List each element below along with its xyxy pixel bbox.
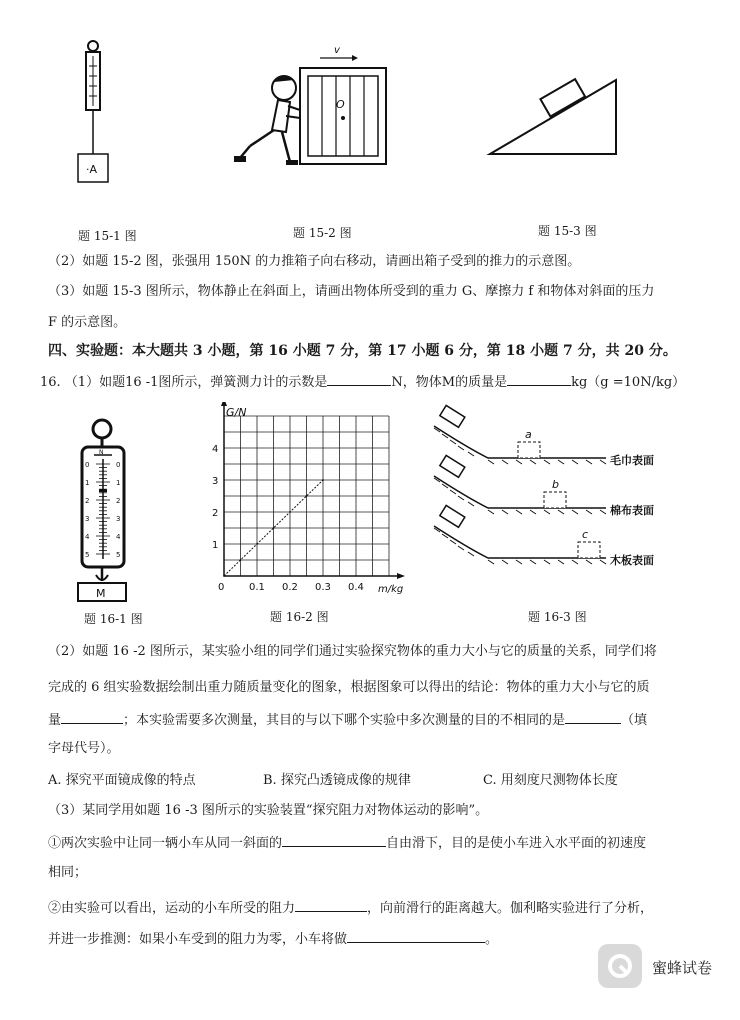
scale-right-1: 1 [116, 479, 121, 487]
x-tick-label: 0.3 [315, 582, 331, 593]
q16-part2-line3-a: 量 [48, 713, 62, 728]
q16-part2-line2: 完成的 6 组实验数据绘制出重力随质量变化的图象，根据图象可以得出的结论：物体的重力大小与它的质 [48, 680, 650, 695]
data-point [306, 495, 308, 497]
q16-part1 [40, 373, 685, 392]
section-4-heading: 四、实验题：本大题共 3 小题，第 16 小题 7 分，第 17 小题 6 分，第 18 小题 7 分，共 20 分。 [48, 343, 677, 359]
q16-c2-line2-a: 并进一步推测：如果小车受到的阻力为零，小车将做 [48, 932, 348, 947]
q16-part2-line3-b: ；本实验需要多次测量，其目的与以下哪个实验中多次测量的目的不相同的是 [123, 713, 566, 728]
q16-part1-c: kg（g =10N/kg） [571, 375, 686, 390]
x-tick-label: 0.2 [282, 582, 298, 593]
y-tick-label: 3 [212, 476, 219, 487]
q16-part2-line3 [48, 711, 647, 730]
q15-part3-line2: F 的示意图。 [48, 315, 127, 330]
scale-left-1: 1 [85, 479, 90, 487]
figure-16-3 [428, 404, 678, 584]
caption-15-1: 题 15-1 图 [78, 229, 137, 243]
caption-15-2: 题 15-2 图 [293, 226, 352, 240]
q16-part1-b: N，物体M的质量是 [391, 375, 508, 390]
velocity-label: v [334, 45, 340, 56]
answer-blank-position[interactable] [282, 834, 386, 847]
figure-15-3 [484, 68, 624, 160]
answer-blank-resistance[interactable] [295, 899, 367, 912]
answer-blank-option[interactable] [565, 711, 621, 724]
surface-cotton: 棉布表面 [610, 504, 654, 517]
q16-part1-a: 16. （1）如题16 -1图所示，弹簧测力计的示数是 [40, 375, 328, 390]
option-a: A. 探究平面镜成像的特点 [48, 773, 196, 788]
bee-logo-icon [598, 944, 642, 988]
q16-c2-line2-b: 。 [485, 932, 499, 947]
y-axis-label: G/N [226, 406, 247, 419]
data-point [223, 575, 225, 577]
scale-right-4: 4 [116, 533, 121, 541]
brand-logo [598, 944, 642, 988]
scale-right-0: 0 [116, 461, 121, 469]
answer-blank-motion[interactable] [347, 930, 485, 943]
q16-part2-line3-c: （填 [621, 713, 648, 728]
mark-b: b [552, 478, 559, 491]
scale-left-4: 4 [85, 533, 90, 541]
q16-c1-b: 自由滑下，目的是使小车进入水平面的初速度 [386, 836, 647, 851]
surface-wood: 木板表面 [610, 554, 654, 567]
scale-right-5: 5 [116, 551, 121, 559]
scale-right-3: 3 [116, 515, 121, 523]
q16-part3-c2-line2 [48, 930, 498, 949]
block-m-label: M [96, 587, 106, 600]
answer-blank-mass[interactable] [507, 373, 571, 386]
x-axis-label: m/kg [378, 584, 404, 595]
figure-15-2 [228, 42, 398, 172]
caption-16-3: 题 16-3 图 [528, 610, 587, 624]
scale-left-2: 2 [85, 497, 90, 505]
scale-left-0: 0 [85, 461, 90, 469]
q16-part3-c1-line1 [48, 834, 646, 853]
scale-left-3: 3 [85, 515, 90, 523]
x-tick-label: 0.1 [249, 582, 265, 593]
data-point [273, 527, 275, 529]
x-axis-arrow [397, 573, 405, 579]
answer-blank-force[interactable] [327, 373, 391, 386]
figure-16-1 [72, 415, 142, 605]
block-a-label: ·A [86, 163, 98, 176]
y-tick-label: 2 [212, 508, 219, 519]
q15-part3-line1: （3）如题 15-3 图所示，物体静止在斜面上，请画出物体所受到的重力 G、摩擦力 f 和物体对斜面的压力 [48, 284, 655, 299]
mark-c: c [582, 528, 589, 541]
scale-right-2: 2 [116, 497, 121, 505]
scale-unit-n: N [99, 449, 104, 456]
q16-part2-line4: 字母代号）。 [48, 741, 120, 756]
x-tick-label: 0 [218, 582, 225, 593]
q16-c1-a: ①两次实验中让同一辆小车从同一斜面的 [48, 836, 283, 851]
y-tick-label: 4 [212, 444, 219, 455]
center-o-label: O [336, 98, 345, 111]
q16-c2-a: ②由实验可以看出，运动的小车所受的阻力 [48, 901, 296, 916]
q15-part2: （2）如题 15-2 图，张强用 150N 的力推箱子向右移动，请画出箱子受到的推力的示意图。 [48, 254, 581, 269]
caption-16-1: 题 16-1 图 [84, 612, 143, 626]
q16-part3-c1-line2: 相同； [48, 865, 88, 880]
data-point [256, 543, 258, 545]
option-b: B. 探究凸透镜成像的规律 [263, 773, 411, 788]
q16-part2-line1: （2）如题 16 -2 图所示，某实验小组的同学们通过实验探究物体的重力大小与它的质量的关系，同学们将 [48, 644, 657, 659]
data-point [240, 559, 242, 561]
figure-16-2-chart [196, 402, 412, 602]
q16-part3: （3）某同学用如题 16 -3 图所示的实验装置“探究阻力对物体运动的影响”。 [48, 803, 489, 818]
data-point [322, 479, 324, 481]
q16-part3-c2-line1 [48, 899, 653, 918]
scale-left-5: 5 [85, 551, 90, 559]
x-tick-label: 0.4 [348, 582, 364, 593]
caption-16-2: 题 16-2 图 [270, 610, 329, 624]
data-point [289, 511, 291, 513]
option-c: C. 用刻度尺测物体长度 [483, 773, 618, 788]
surface-towel: 毛巾表面 [610, 454, 654, 467]
figure-15-1 [60, 36, 140, 196]
answer-blank-relation[interactable] [61, 711, 123, 724]
q16-c2-b: ，向前滑行的距离越大。伽利略实验进行了分析， [367, 901, 654, 916]
mark-a: a [525, 428, 532, 441]
brand-name: 蜜蜂试卷 [652, 959, 713, 977]
y-tick-label: 1 [212, 540, 219, 551]
caption-15-3: 题 15-3 图 [538, 224, 597, 238]
